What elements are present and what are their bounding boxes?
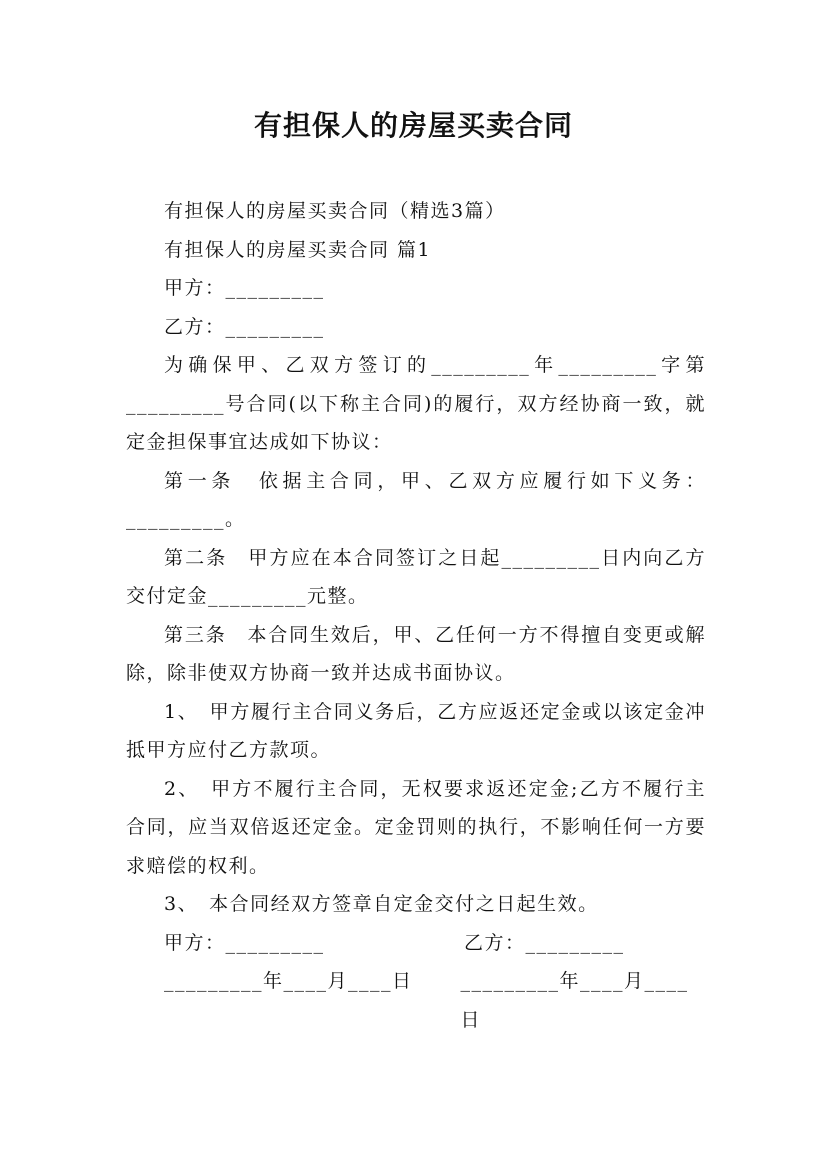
signature-date-b: _________年____月____日 xyxy=(460,970,689,1031)
paragraph-article-1: 第一条 依据主合同，甲、乙双方应履行如下义务：_________。 xyxy=(126,469,706,530)
paragraph-article-3: 第三条 本合同生效后，甲、乙任何一方不得擅自变更或解除，除非使双方协商一致并达成书面协议。 xyxy=(126,623,706,684)
paragraph-clause-2: 2、 甲方不履行主合同，无权要求返还定金;乙方不履行主合同，应当双倍返还定金。定金罚则的执行，不影响任何一方要求赔偿的权利。 xyxy=(126,777,706,877)
paragraph-party-a: 甲方：_________ xyxy=(164,277,325,299)
paragraph-subtitle: 有担保人的房屋买卖合同（精选3篇） xyxy=(164,200,506,222)
document-title: 有担保人的房屋买卖合同 xyxy=(253,109,573,142)
signature-party-b: 乙方：_________ xyxy=(464,931,625,954)
signature-date-row xyxy=(126,962,706,1039)
signature-date-a: _________年____月____日 xyxy=(164,970,413,992)
paragraph-party-b: 乙方：_________ xyxy=(164,315,325,338)
paragraph-clause-1: 1、 甲方履行主合同义务后，乙方应返还定金或以该定金冲抵甲方应付乙方款项。 xyxy=(126,700,706,761)
paragraph-article-2: 第二条 甲方应在本合同签订之日起_________日内向乙方交付定金_________元整。 xyxy=(126,546,706,607)
document-body xyxy=(126,192,706,1039)
signature-party-a: 甲方：_________ xyxy=(164,931,325,954)
signature-row xyxy=(126,924,706,963)
paragraph-section-heading: 有担保人的房屋买卖合同 篇1 xyxy=(164,238,432,261)
paragraph-preamble: 为确保甲、乙双方签订的_________年_________字第_________号合同(以下称主合同)的履行，双方经协商一致，就定金担保事宜达成如下协议： xyxy=(126,354,706,453)
paragraph-clause-3: 3、 本合同经双方签章自定金交付之日起生效。 xyxy=(164,893,599,915)
